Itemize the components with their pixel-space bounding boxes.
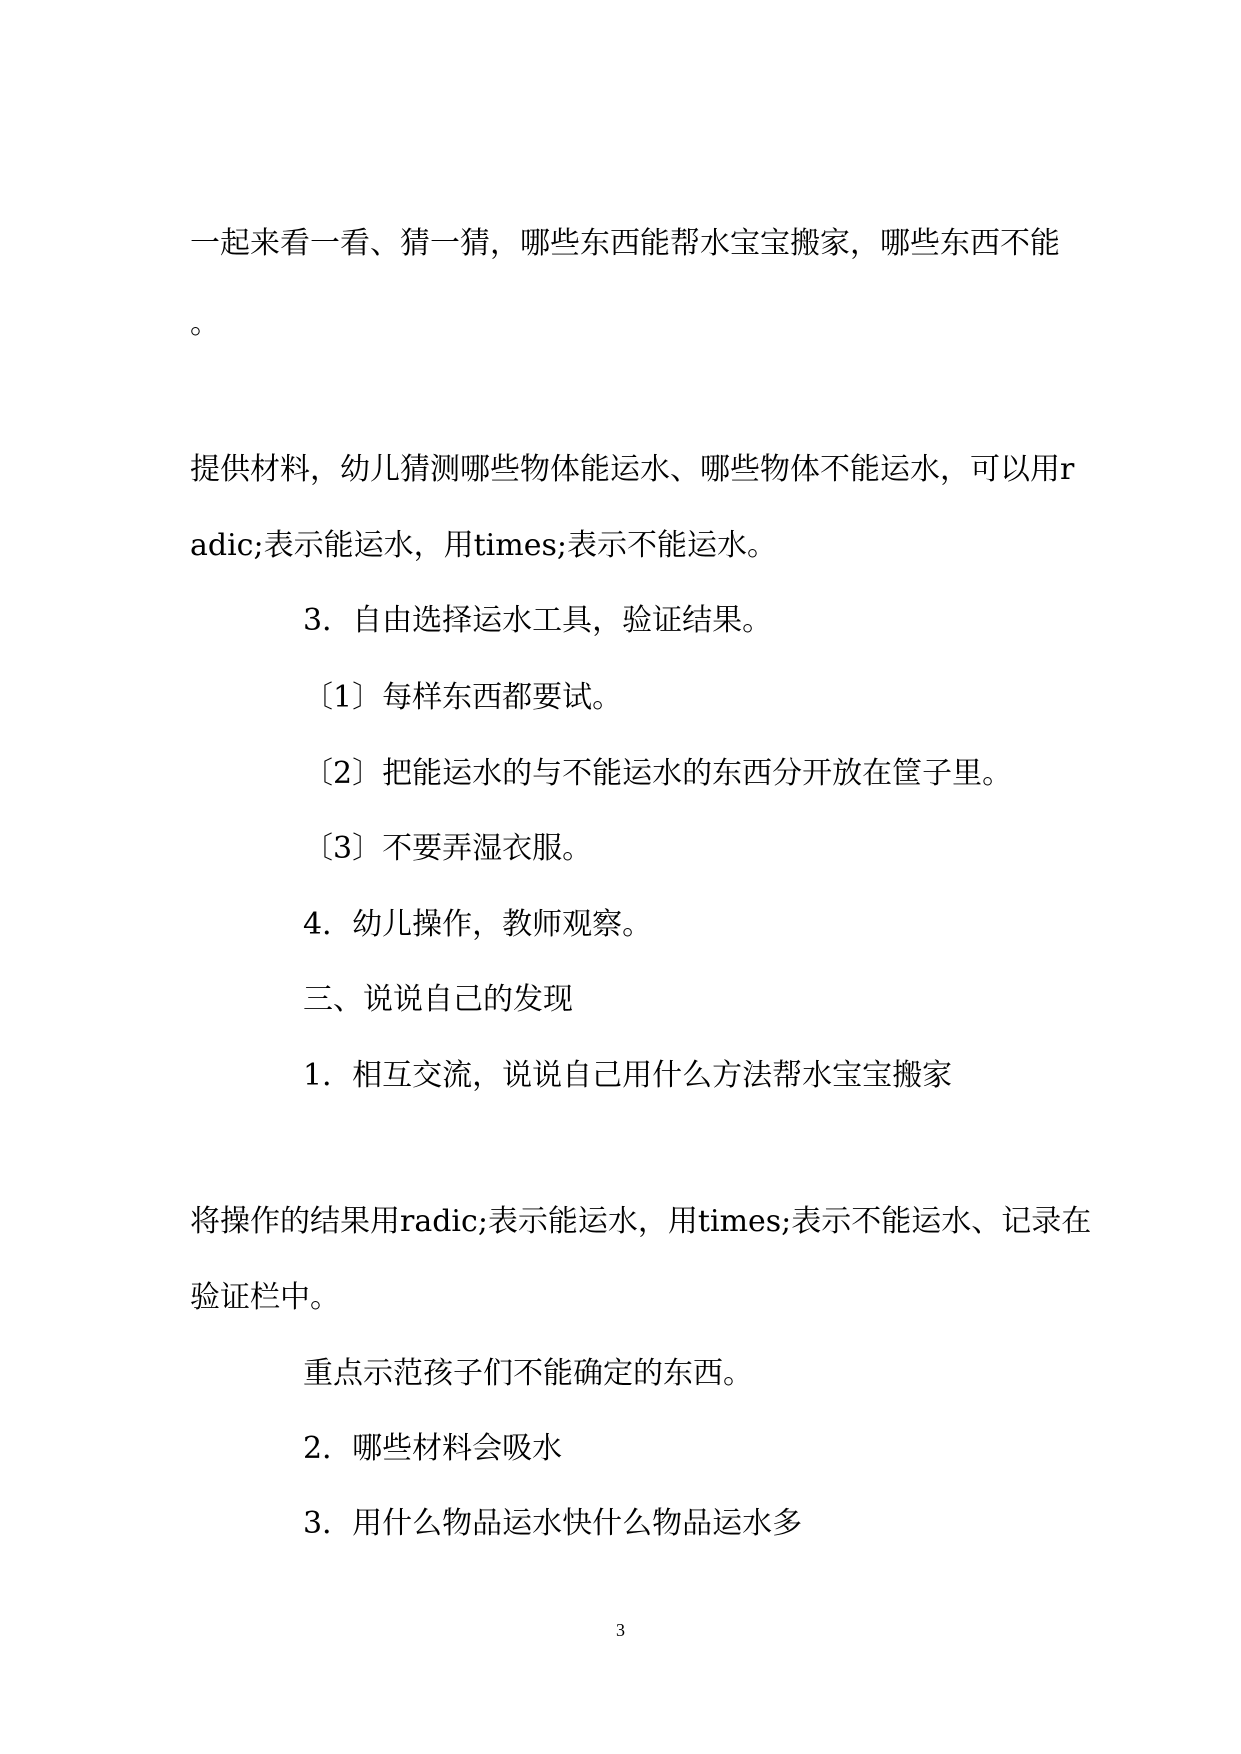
rule-3: 〔3〕不要弄湿衣服。 xyxy=(303,831,593,866)
section-3-item-1: 1．相互交流，说说自己用什么方法帮水宝宝搬家 xyxy=(303,1058,953,1093)
section-3-item-3: 3．用什么物品运水快什么物品运水多 xyxy=(303,1506,803,1541)
paragraph-line-6: 验证栏中。 xyxy=(190,1280,340,1315)
paragraph-line-4: adic;表示能运水，用times;表示不能运水。 xyxy=(190,528,777,563)
paragraph-line-3: 提供材料，幼儿猜测哪些物体能运水、哪些物体不能运水，可以用r xyxy=(190,452,1075,487)
paragraph-line-5: 将操作的结果用radic;表示能运水，用times;表示不能运水、记录在 xyxy=(190,1204,1092,1239)
step-3-heading: 3．自由选择运水工具，验证结果。 xyxy=(303,603,773,638)
section-3-item-2: 2．哪些材料会吸水 xyxy=(303,1431,563,1466)
paragraph-line-2: 。 xyxy=(190,306,220,341)
rule-2: 〔2〕把能运水的与不能运水的东西分开放在筐子里。 xyxy=(303,756,1013,791)
rule-1: 〔1〕每样东西都要试。 xyxy=(303,680,623,715)
page-number: 3 xyxy=(616,1620,625,1640)
paragraph-line-1: 一起来看一看、猜一猜，哪些东西能帮水宝宝搬家，哪些东西不能 xyxy=(190,226,1060,261)
section-3-heading: 三、说说自己的发现 xyxy=(303,982,573,1017)
demo-note: 重点示范孩子们不能确定的东西。 xyxy=(303,1356,753,1391)
step-4-heading: 4．幼儿操作，教师观察。 xyxy=(303,907,653,942)
